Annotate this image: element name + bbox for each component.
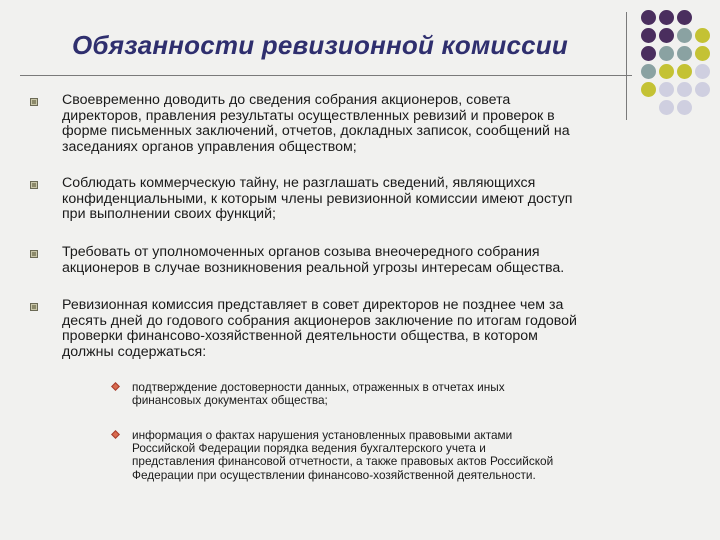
- slide-title: Обязанности ревизионной комиссии: [72, 30, 568, 60]
- decor-dot: [677, 46, 692, 61]
- sub-bullet-line: финансовых документах общества;: [132, 393, 328, 408]
- diamond-bullet-icon: [111, 382, 120, 391]
- decor-dot: [677, 28, 692, 43]
- decor-dot: [641, 82, 656, 97]
- decor-dot: [641, 46, 656, 61]
- decor-dot: [641, 64, 656, 79]
- decor-dot: [677, 100, 692, 115]
- diamond-bullet-icon: [111, 430, 120, 439]
- decor-dot: [695, 64, 710, 79]
- bullet-marker-icon: [30, 303, 38, 311]
- bullet-marker-icon: [30, 250, 38, 258]
- bullet-marker-icon: [30, 181, 38, 189]
- decor-dot: [641, 10, 656, 25]
- bullet-line: Ревизионная комиссия представляет в совет директоров не позднее чем за: [62, 297, 564, 313]
- sub-bullet-line: представления финансовой отчетности, а также правовых актов Российской: [132, 454, 554, 469]
- title-underline: [20, 75, 632, 76]
- decor-dot: [695, 82, 710, 97]
- sub-bullet-line: информация о фактах нарушения установленных правовыми актами: [132, 428, 513, 442]
- decor-dot: [695, 46, 710, 61]
- sub-bullet-line: Федерации при осуществлении финансово-хозяйственной деятельности.: [132, 467, 536, 482]
- bullet-item: [62, 245, 642, 276]
- bullet-item: [62, 176, 642, 223]
- decor-dot: [641, 28, 656, 43]
- decor-dot: [677, 10, 692, 25]
- bullet-line: Своевременно доводить до сведения собрания акционеров, совета: [62, 92, 511, 108]
- sub-bullet-line: Российской Федерации порядка ведения бухгалтерского учета и: [132, 441, 486, 456]
- bullet-item: [62, 93, 642, 155]
- bullet-line: должны содержаться:: [62, 343, 207, 360]
- decor-dot: [659, 46, 674, 61]
- decor-dot: [677, 64, 692, 79]
- sub-bullet-item: [132, 381, 642, 407]
- bullet-line: при выполнении своих функций;: [62, 206, 276, 223]
- bullet-line: форме письменных заключений, отчетов, докладных записок, сообщений на: [62, 123, 570, 140]
- decor-dot: [659, 64, 674, 79]
- bullet-line: Требовать от уполномоченных органов созыва внеочередного собрания: [62, 244, 540, 260]
- bullet-item: [62, 298, 642, 360]
- decor-dot: [695, 28, 710, 43]
- bullet-line: директоров, правления результаты осуществленных ревизий и проверок в: [62, 107, 555, 124]
- bullet-line: десять дней до годового собрания акционеров заключение по итогам годовой: [62, 312, 577, 329]
- bullet-line: акционеров в случае возникновения реальной угрозы интересам общества.: [62, 259, 565, 276]
- decor-dot: [659, 82, 674, 97]
- decor-dot: [659, 100, 674, 115]
- bullet-marker-icon: [30, 98, 38, 106]
- decor-dot: [677, 82, 692, 97]
- bullet-line: конфиденциальными, к которым члены ревизионной комиссии имеют доступ: [62, 190, 573, 207]
- sub-bullet-item: [132, 429, 642, 482]
- decor-dot: [659, 10, 674, 25]
- bullet-line: проверки финансово-хозяйственной деятельности общества, в котором: [62, 328, 538, 345]
- bullet-line: заседаниях органов управления обществом;: [62, 138, 357, 155]
- bullet-line: Соблюдать коммерческую тайну, не разглашать сведений, являющихся: [62, 175, 536, 191]
- decor-dot: [659, 28, 674, 43]
- sub-bullet-line: подтверждение достоверности данных, отраженных в отчетах иных: [132, 380, 505, 394]
